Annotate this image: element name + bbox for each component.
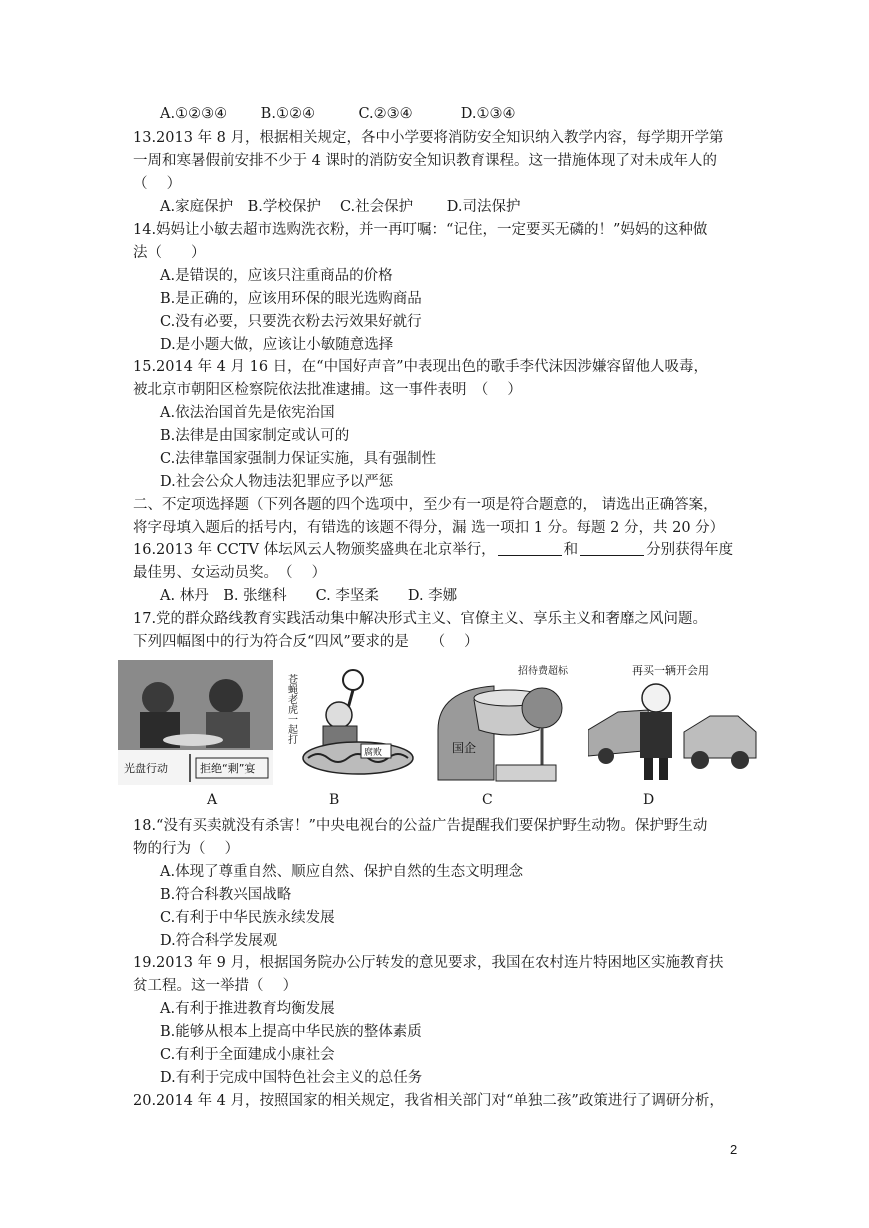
q20-stem-line1: 20.2014 年 4 月，按照国家的相关规定，我省相关部门对“单独二孩”政策进行了调研分析， (133, 1093, 724, 1109)
q15-option-a: A.依法治国首先是依宪治国 (160, 405, 335, 421)
q19-option-a: A.有利于推进教育均衡发展 (160, 1001, 335, 1017)
q17-pictures (118, 660, 758, 790)
picture-c-text-1: 招待费超标 (518, 666, 568, 677)
q14-option-c: C.没有必要，只要洗衣粉去污效果好就行 (160, 314, 422, 330)
q17-stem-line1: 17.党的群众路线教育实践活动集中解决形式主义、官僚主义、享乐主义和奢靡之风问题。 (133, 611, 708, 627)
picture-caption-a: A (207, 792, 218, 808)
q16-stem-line2: 最佳男、女运动员奖。 （ ） (133, 565, 327, 581)
section2-heading-line2: 将字母填入题后的括号内，有错选的该题不得分，漏 选一项扣 1 分。每题 2 分，共 20 分） (133, 520, 725, 536)
q16-text-end: 分别获得年度 (646, 542, 734, 558)
q17-stem-line2: 下列四幅图中的行为符合反“四风”要求的是 （ ） (133, 634, 479, 650)
picture-b-text-1: 苍蝇老虎一起打 (285, 674, 297, 744)
q16-options: A. 林丹 B. 张继科 C. 李坚柔 D. 李娜 (160, 588, 458, 604)
q14-option-d: D.是小题大做，应该让小敏随意选择 (160, 337, 394, 353)
picture-a-clean-plate (118, 660, 273, 785)
picture-d-car-cartoon (588, 660, 758, 785)
picture-b-text-2: 腐败 (364, 748, 383, 758)
q14-option-a: A.是错误的，应该只注重商品的价格 (160, 268, 393, 284)
picture-d-text-1: 再买一辆开会用 (632, 664, 709, 677)
page-number: 2 (730, 1142, 738, 1157)
q19-option-b: B.能够从根本上提高中华民族的整体素质 (160, 1024, 422, 1040)
picture-a-text-2: 拒绝“剩”宴 (200, 762, 256, 775)
q19-stem-line2: 贫工程。这一举措（ ） (133, 978, 298, 994)
picture-caption-b: B (329, 792, 340, 808)
picture-c-text-2: 国企 (452, 741, 477, 755)
q16-text-start: 16.2013 年 CCTV 体坛风云人物颁奖盛典在北京举行， (133, 542, 496, 558)
q18-option-c: C.有利于中华民族永续发展 (160, 910, 335, 926)
q13-stem-line3: （ ） (133, 176, 182, 192)
q16-text-and: 和 (563, 542, 579, 558)
picture-b-tiger-cartoon (283, 660, 428, 785)
q12-options: A.①②③④ B.①②④ C.②③④ D.①③④ (160, 106, 516, 122)
q18-option-a: A.体现了尊重自然、顺应自然、保护自然的生态文明理念 (160, 864, 524, 880)
q15-option-b: B.法律是由国家制定或认可的 (160, 428, 350, 444)
q18-stem-line1: 18.“没有买卖就没有杀害！”中央电视台的公益广告提醒我们要保护野生动物。保护野生动 (133, 818, 708, 834)
q18-option-d: D.符合科学发展观 (160, 933, 278, 949)
picture-caption-c: C (482, 792, 493, 808)
q15-stem-line2: 被北京市朝阳区检察院依法批准逮捕。这一事件表明 （ ） (133, 382, 522, 398)
q13-stem-line1: 13.2013 年 8 月，根据相关规定，各中小学要将消防安全知识纳入教学内容，每学期开学第 (133, 130, 724, 146)
q19-option-c: C.有利于全面建成小康社会 (160, 1047, 335, 1063)
picture-caption-d: D (643, 792, 655, 808)
q19-option-d: D.有利于完成中国特色社会主义的总任务 (160, 1070, 423, 1086)
picture-a-text-1: 光盘行动 (124, 762, 168, 775)
q15-option-d: D.社会公众人物违法犯罪应予以严惩 (160, 474, 394, 490)
q14-stem-line1: 14.妈妈让小敏去超市选购洗衣粉，并一再叮嘱：“记住，一定要买无磷的！”妈妈的这种做 (133, 222, 708, 238)
q13-options: A.家庭保护 B.学校保护 C.社会保护 D.司法保护 (160, 199, 521, 215)
q14-option-b: B.是正确的，应该用环保的眼光选购商品 (160, 291, 422, 307)
q15-stem-line1: 15.2014 年 4 月 16 日，在“中国好声音”中表现出色的歌手李代沫因涉嫌容留他人吸毒， (133, 359, 709, 375)
q16-stem-line1 (133, 540, 733, 560)
q15-option-c: C.法律靠国家强制力保证实施，具有强制性 (160, 451, 437, 467)
q19-stem-line1: 19.2013 年 9 月，根据国务院办公厅转发的意见要求，我国在农村连片特困地区实施教育扶 (133, 955, 724, 971)
q18-stem-line2: 物的行为（ ） (133, 841, 240, 857)
section2-heading-line1: 二、不定项选择题（下列各题的四个选项中，至少有一项是符合题意的， 请选出正确答案， (133, 497, 718, 513)
q14-stem-line2: 法（ ） (133, 245, 206, 261)
answer-blank-1 (498, 541, 562, 556)
picture-c-state-enterprise (434, 660, 584, 785)
q18-option-b: B.符合科教兴国战略 (160, 887, 292, 903)
answer-blank-2 (580, 541, 644, 556)
q13-stem-line2: 一周和寒暑假前安排不少于 4 课时的消防安全知识教育课程。这一措施体现了对未成年人的 (133, 153, 717, 169)
